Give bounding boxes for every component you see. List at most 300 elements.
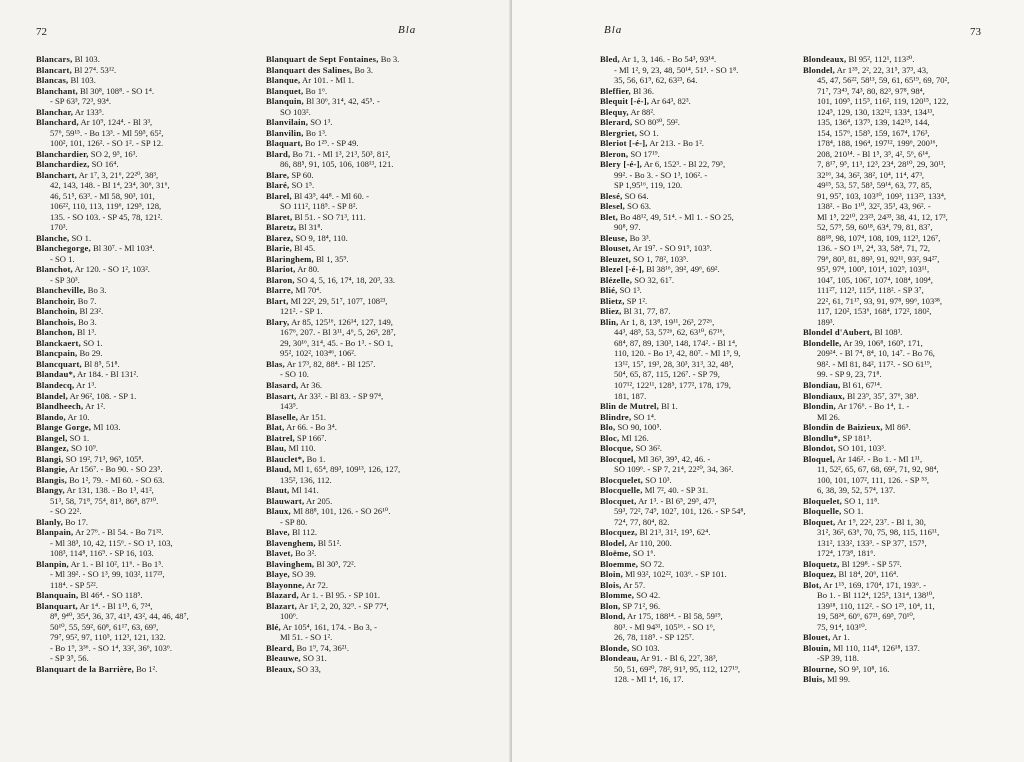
entry-references: Ml 99. xyxy=(824,674,851,685)
entry-references: Bo 17. xyxy=(62,516,89,527)
entry-references: Bo 1². xyxy=(133,663,158,674)
entry-continuation xyxy=(803,527,1024,538)
entry-continuation xyxy=(36,191,258,202)
entry-surname: Blaretz, xyxy=(266,222,297,233)
index-entry xyxy=(36,559,258,570)
entry-references: SP 181³. xyxy=(840,432,872,443)
entry-references: 31², 36², 63⁶, 70, 75, 98, 115, 116¹¹, xyxy=(817,527,940,538)
entry-references: Ar 1. xyxy=(830,632,850,643)
entry-surname: Blanquin, xyxy=(266,96,304,107)
entry-references: SO 10⁹. xyxy=(68,443,98,454)
entry-continuation xyxy=(803,275,1024,286)
index-entry xyxy=(600,569,822,580)
index-entry xyxy=(600,285,822,296)
entry-surname: Bloemme, xyxy=(600,558,639,569)
entry-surname: Blaré, xyxy=(266,180,290,191)
entry-references: SO 64. xyxy=(622,190,649,201)
entry-references: 45, 47, 56²², 58¹³, 59, 61, 65¹⁹, 69, 70², xyxy=(817,75,950,86)
entry-references: Bl 103. xyxy=(68,75,96,86)
index-entry xyxy=(600,128,822,139)
entry-surname: Blaquart, xyxy=(266,138,303,149)
entry-continuation xyxy=(36,643,258,654)
index-entry xyxy=(600,527,822,538)
entry-surname: Blat, xyxy=(266,422,285,433)
entry-surname: Blondlu*, xyxy=(803,432,841,443)
index-entry xyxy=(600,401,822,412)
entry-surname: Bleffier, xyxy=(600,85,631,96)
entry-surname: Bliez, xyxy=(600,306,622,317)
entry-references: Bo 3³. xyxy=(627,232,651,243)
entry-references: 98². - Ml 81, 84², 117². - SO 61¹⁹, xyxy=(817,358,932,369)
entry-references: Ar 1². xyxy=(83,401,106,412)
index-entry xyxy=(36,264,258,275)
index-entry xyxy=(36,317,258,328)
entry-surname: Blon, xyxy=(600,600,621,611)
entry-continuation xyxy=(803,75,1024,86)
entry-surname: Blesé, xyxy=(600,190,623,201)
entry-references: Ar 33². - Bl 83. - SP 97⁴, xyxy=(296,390,384,401)
entry-references: 111²⁷, 112³, 115⁴, 118². - SP 3⁷, xyxy=(817,285,924,296)
index-entry xyxy=(803,454,1024,465)
entry-references: Bo 1³. xyxy=(303,127,327,138)
entry-surname: Blaud, xyxy=(266,464,292,475)
entry-continuation xyxy=(600,327,822,338)
entry-references: Bl 21³, 31², 19⁵, 62⁴. xyxy=(637,527,711,538)
entry-surname: Blayonne, xyxy=(266,579,305,590)
entry-references: Ar 1. - Bl 95. - SP 101. xyxy=(298,590,380,601)
index-entry xyxy=(36,149,258,160)
entry-references: SO 19², 71³, 96⁵, 105⁸. xyxy=(63,453,144,464)
index-entry xyxy=(36,170,258,181)
entry-surname: Blanquart des Salines, xyxy=(266,64,353,75)
entry-continuation xyxy=(600,664,822,675)
entry-references: 29, 30¹⁶, 31⁴, 45. - Bo 1³. - SO 1, xyxy=(280,337,394,348)
entry-surname: Blancas, xyxy=(36,75,69,86)
entry-references: Bl 95², 112¹, 113²⁰. xyxy=(846,54,915,64)
entry-surname: Blanchoin, xyxy=(36,306,78,317)
entry-references: Ar 213. - Bo 1². xyxy=(647,138,704,149)
index-entry xyxy=(600,254,822,265)
entry-references: SO 111², 118⁵. - SP 8². xyxy=(280,201,358,212)
entry-references: SO 1, 78², 103⁵. xyxy=(630,253,689,264)
index-entry xyxy=(266,653,488,664)
entry-continuation xyxy=(803,138,1024,149)
entry-references: SO 90, 100⁵. xyxy=(615,422,662,433)
index-entry xyxy=(600,538,822,549)
entry-references: Ml 110, 114⁸, 126¹⁸, 137. xyxy=(830,642,920,653)
entry-continuation xyxy=(36,138,258,149)
entry-surname: Blondelle, xyxy=(803,337,842,348)
entry-references: Bl 23⁹, 35⁷, 37⁶, 38⁵. xyxy=(844,390,919,401)
index-entry xyxy=(803,496,1024,507)
index-entry xyxy=(803,517,1024,528)
index-entry xyxy=(36,338,258,349)
entry-references: 79⁷, 95², 97, 110⁵, 112³, 121, 132. xyxy=(50,632,166,643)
entry-references: 135. - SO 103. - SP 45, 78, 121². xyxy=(50,211,163,222)
entry-references: Bl 1, 35⁹. xyxy=(313,253,349,264)
index-entry xyxy=(36,412,258,423)
index-entry xyxy=(803,559,1024,570)
entry-references: Ml 1⁵, 22¹⁰, 23²³, 24³³, 38, 41, 12, 17³, xyxy=(817,211,948,222)
index-entry xyxy=(266,170,488,181)
entry-continuation xyxy=(803,590,1024,601)
entry-references: SO 63. xyxy=(625,201,652,212)
index-entry xyxy=(803,674,1024,685)
entry-continuation xyxy=(36,128,258,139)
entry-continuation xyxy=(600,622,822,633)
entry-references: Bl 30⁶, 31⁴, 42, 45⁵. - xyxy=(303,96,380,107)
entry-surname: Blanque, xyxy=(266,75,301,86)
entry-references: SO 103². xyxy=(280,106,311,117)
entry-references: Ml 110. xyxy=(286,443,316,454)
entry-references: SO 1³. xyxy=(308,117,333,128)
entry-surname: Blange Gorge, xyxy=(36,422,92,433)
index-entry xyxy=(266,96,488,107)
entry-references: Bl 112. xyxy=(289,527,318,538)
entry-references: SO 1⁶. xyxy=(630,548,656,559)
entry-surname: Blancars, xyxy=(36,54,73,64)
index-entry xyxy=(266,128,488,139)
entry-surname: Blauwart, xyxy=(266,495,305,506)
entry-references: Ml 70⁴. xyxy=(293,285,322,296)
entry-references: SO 80³⁰, 59². xyxy=(632,117,680,128)
entry-references: 91, 95⁷, 103, 103¹⁰, 109³, 113²³, 133⁴, xyxy=(817,190,946,201)
index-entry xyxy=(600,117,822,128)
entry-references: Bl 61, 67¹⁴. xyxy=(840,379,883,390)
entry-references: Bl 1. xyxy=(658,401,678,412)
entry-references: 100, 101, 107², 111, 126. - SP ⁵³, xyxy=(817,474,929,485)
entry-continuation xyxy=(803,159,1024,170)
entry-references: Ar 27⁶. - Bl 54. - Bo 71³². xyxy=(73,527,164,538)
index-entry xyxy=(600,212,822,223)
entry-references: Ar 1, 3, 146. - Bo 54³, 93¹⁴. xyxy=(619,54,717,64)
entry-references: 86, 88⁵, 91, 105, 106, 108¹³, 121. xyxy=(280,159,394,170)
entry-references: Bo 3². xyxy=(292,548,317,559)
entry-surname: Blezel [-é-], xyxy=(600,264,645,275)
entry-references: 124⁵, 129, 130, 132¹², 133⁴, 134¹³, xyxy=(817,106,935,117)
index-entry xyxy=(266,485,488,496)
entry-surname: Blaret, xyxy=(266,211,293,222)
entry-surname: Blondel, xyxy=(803,64,835,75)
index-entry xyxy=(36,464,258,475)
entry-continuation xyxy=(266,611,488,622)
entry-surname: Blocquet, xyxy=(600,495,637,506)
entry-surname: Blauclet*, xyxy=(266,453,305,464)
entry-references: SO 1⁴. xyxy=(631,411,657,422)
entry-surname: Blandel, xyxy=(36,390,68,401)
entry-continuation xyxy=(600,674,822,685)
entry-surname: Blocquez, xyxy=(600,527,638,538)
entry-references: Bl 30⁷. - Ml 103⁴. xyxy=(90,243,155,254)
entry-surname: Blomme, xyxy=(600,590,635,601)
entry-references: 7, 8¹⁷, 9⁵, 11³, 12³, 23⁴, 28¹⁰, 29, 30¹³, xyxy=(817,159,946,170)
entry-references: Bo 3. xyxy=(75,316,97,327)
entry-references: Ar 105⁴, 161, 174. - Bo 3, - xyxy=(280,621,377,632)
index-entry xyxy=(600,611,822,622)
entry-references: 50¹⁰, 55, 59², 60⁸, 61¹⁷, 63, 69⁹, xyxy=(50,621,159,632)
index-entry xyxy=(600,54,822,65)
entry-references: - Bo 1⁹, 3³⁶. - SO 1⁴, 33², 36⁶, 103⁶. xyxy=(50,642,173,653)
index-entry xyxy=(36,359,258,370)
entry-surname: Blanchardiez, xyxy=(36,159,90,170)
index-entry xyxy=(600,580,822,591)
entry-continuation xyxy=(266,475,488,486)
entry-references: Ar 146². - Bo 1. - Ml 1¹¹, xyxy=(834,453,923,464)
index-entry xyxy=(803,443,1024,454)
entry-surname: Bleuse, xyxy=(600,232,628,243)
entry-references: 100², 101, 126². - SO 1². - SP 12. xyxy=(50,138,164,149)
index-entry xyxy=(803,54,1024,65)
entry-surname: Blangez, xyxy=(36,443,69,454)
entry-continuation xyxy=(600,369,822,380)
entry-references: 121². - SP 1. xyxy=(280,306,323,317)
index-entry xyxy=(600,138,822,149)
entry-surname: Blézelle, xyxy=(600,274,633,285)
entry-references: Bo 29. xyxy=(77,348,103,359)
index-entry xyxy=(266,412,488,423)
entry-surname: Blanquain, xyxy=(36,590,79,601)
entry-continuation xyxy=(600,65,822,76)
entry-references: SO 31. xyxy=(300,653,327,664)
entry-references: SO 4, 5, 16, 17⁴, 18, 20³, 33. xyxy=(294,274,396,285)
entry-surname: Blaut, xyxy=(266,485,290,496)
index-entry xyxy=(266,664,488,675)
index-entry xyxy=(600,191,822,202)
index-entry xyxy=(36,369,258,380)
entry-surname: Blary, xyxy=(266,316,290,327)
entry-surname: Blanckaert, xyxy=(36,337,81,348)
entry-references: 104⁷, 105, 106⁷, 107⁴, 108⁴, 109⁴, xyxy=(817,274,933,285)
entry-continuation xyxy=(803,317,1024,328)
entry-surname: Blondin, xyxy=(803,401,836,412)
index-entry xyxy=(600,296,822,307)
entry-references: 49¹⁵, 53, 57, 58³, 59¹⁴, 63, 77, 85, xyxy=(817,180,932,191)
index-entry xyxy=(36,306,258,317)
entry-continuation xyxy=(803,212,1024,223)
entry-surname: Blanpain, xyxy=(36,527,74,538)
entry-references: SO 1. xyxy=(67,432,90,443)
index-entry xyxy=(600,86,822,97)
entry-continuation xyxy=(36,96,258,107)
entry-references: 52, 57⁹, 59, 60¹⁸, 63⁴, 79, 81, 83⁷, xyxy=(817,222,933,233)
entry-continuation xyxy=(803,348,1024,359)
entry-continuation xyxy=(803,601,1024,612)
entry-surname: Blaye, xyxy=(266,569,290,580)
entry-surname: Blondin de Baizieux, xyxy=(803,422,883,433)
entry-surname: Bleron, xyxy=(600,148,629,159)
entry-continuation xyxy=(600,506,822,517)
entry-references: Ar 39, 106⁸, 160⁹, 171, xyxy=(841,337,923,348)
entry-continuation xyxy=(803,475,1024,486)
entry-continuation xyxy=(266,348,488,359)
entry-references: 170³. xyxy=(50,222,68,233)
entry-surname: Blietz, xyxy=(600,295,625,306)
entry-references: Ml 51. - SO 1². xyxy=(280,632,333,643)
entry-references: Bl 1³. xyxy=(74,327,97,338)
entry-references: 99. - SP 9, 23, 71⁸. xyxy=(817,369,882,380)
entry-continuation xyxy=(600,359,822,370)
entry-references: Bl 36. xyxy=(630,85,655,96)
index-entry xyxy=(600,601,822,612)
index-entry xyxy=(266,296,488,307)
entry-surname: Blanly, xyxy=(36,516,63,527)
entry-references: 208, 210¹⁴. - Bl 1⁵, 3⁵, 4², 5⁶, 6¹⁴, xyxy=(817,148,931,159)
entry-surname: Blancquart, xyxy=(36,358,82,369)
entry-continuation xyxy=(36,222,258,233)
entry-continuation xyxy=(803,369,1024,380)
entry-references: Ar 17³, 82, 88⁴. - Bl 125⁷. xyxy=(284,358,376,369)
index-entry xyxy=(803,433,1024,444)
entry-references: SO 1. xyxy=(637,127,659,138)
entry-references: Bl 51². xyxy=(315,537,342,548)
entry-references: SP 166⁷. xyxy=(294,432,327,443)
entry-surname: Blangel, xyxy=(36,432,68,443)
index-entry xyxy=(36,485,258,496)
entry-references: Ar 131, 138. - Bo 1³, 41², xyxy=(64,485,154,496)
entry-continuation xyxy=(36,622,258,633)
entry-references: Ar 120. - SO 1², 103². xyxy=(72,264,150,275)
entry-continuation xyxy=(803,254,1024,265)
index-entry xyxy=(266,212,488,223)
entry-references: 178⁴, 188, 196⁴, 197¹², 199⁶, 200¹⁶, xyxy=(817,138,938,149)
entry-references: Ar 1³⁵, 2², 22, 31⁵, 37³, 43, xyxy=(834,64,929,75)
entry-references: Bl 45. xyxy=(291,243,316,254)
entry-references: 50⁴, 65, 87, 115, 126⁷. - SP 79, xyxy=(614,369,720,380)
entry-surname: Blasart, xyxy=(266,390,297,401)
entry-continuation xyxy=(266,159,488,170)
entry-continuation xyxy=(803,222,1024,233)
index-entry xyxy=(600,559,822,570)
entry-surname: Blouset, xyxy=(600,243,631,254)
entry-references: 72⁴, 77, 80⁴, 82. xyxy=(614,516,670,527)
index-entry xyxy=(266,454,488,465)
entry-continuation xyxy=(266,338,488,349)
entry-references: 117, 120², 153⁶, 168⁴, 172², 180², xyxy=(817,306,932,317)
entry-surname: Bloquez, xyxy=(803,569,837,580)
entry-surname: Blarez, xyxy=(266,232,294,243)
index-entry xyxy=(600,443,822,454)
entry-references: SO 36². xyxy=(633,443,662,454)
index-entry xyxy=(266,527,488,538)
entry-references: SO 9³, 10⁸, 16. xyxy=(836,663,890,674)
entry-references: 172⁴, 173⁸, 181⁶. xyxy=(817,548,876,559)
entry-references: Bo 3. xyxy=(352,64,374,75)
entry-references: Ar 1⁹, 22², 23⁷. - Bl 1, 30, xyxy=(835,516,926,527)
entry-surname: Blois, xyxy=(600,579,622,590)
entry-surname: Bloëme, xyxy=(600,548,631,559)
index-entry xyxy=(266,222,488,233)
index-entry xyxy=(803,65,1024,76)
entry-references: Bl 103. xyxy=(72,54,100,64)
entry-references: Ar 151. xyxy=(298,411,327,422)
index-entry xyxy=(600,475,822,486)
index-entry xyxy=(266,243,488,254)
index-column xyxy=(266,54,488,674)
entry-references: SO 1. xyxy=(69,232,92,243)
entry-references: Ml 88⁸, 101, 126. - SO 26¹⁰. xyxy=(290,506,391,517)
entry-references: 22², 61, 71¹⁷, 93, 91, 97⁸, 99⁶, 103³⁸, xyxy=(817,295,942,306)
entry-references: Bl 30⁵, 72². xyxy=(314,558,356,569)
index-entry xyxy=(36,86,258,97)
entry-surname: Blouet, xyxy=(803,632,831,643)
entry-references: 79⁶, 80³, 81, 89³, 91, 92¹¹, 93², 94²⁷, xyxy=(817,253,940,264)
entry-references: Ml 93², 102²², 103⁶. - SP 101. xyxy=(622,569,727,580)
entry-references: Ar 36. xyxy=(298,379,323,390)
entry-surname: Blanchart, xyxy=(36,169,77,180)
entry-references: Ml 86⁵. xyxy=(882,422,911,433)
index-entry xyxy=(266,464,488,475)
index-entry xyxy=(266,443,488,454)
entry-references: -SP 39, 118. xyxy=(817,653,859,664)
entry-references: 167⁶, 207. - Bl 3¹¹, 4⁶, 5, 26³, 28⁷, xyxy=(280,327,396,338)
entry-continuation xyxy=(600,517,822,528)
entry-surname: Blanchoir, xyxy=(36,295,76,306)
entry-references: SP 71², 96. xyxy=(620,600,661,611)
index-entry xyxy=(266,580,488,591)
entry-surname: Blondeaux, xyxy=(803,54,847,64)
entry-continuation xyxy=(36,275,258,286)
entry-continuation xyxy=(600,180,822,191)
index-column xyxy=(36,54,258,674)
entry-references: Bl 51. - SO 71³, 111. xyxy=(292,211,366,222)
entry-surname: Blandheech, xyxy=(36,401,84,412)
entry-surname: Blard, xyxy=(266,148,291,159)
index-entry xyxy=(36,65,258,76)
entry-references: Ar 1², 2, 20, 32⁹. - SP 77⁴, xyxy=(296,600,389,611)
entry-references: 71⁷, 73⁴³, 74³, 80, 82³, 97⁸, 98⁴, xyxy=(817,85,925,96)
entry-references: - SP 63³, 72³, 93⁴. xyxy=(50,96,112,107)
entry-continuation xyxy=(600,348,822,359)
entry-references: 101, 109⁵, 115⁵, 116², 119, 120¹⁵, 122, xyxy=(817,96,949,107)
entry-continuation xyxy=(600,632,822,643)
entry-references: Ar 80. xyxy=(295,264,320,275)
entry-references: Ar 64³, 82³. xyxy=(649,96,691,107)
entry-surname: Blanpin, xyxy=(36,558,69,569)
index-entry xyxy=(600,653,822,664)
entry-continuation xyxy=(36,548,258,559)
entry-references: Bl 8⁵, 51⁸. xyxy=(81,358,120,369)
index-entry xyxy=(36,296,258,307)
index-entry xyxy=(600,548,822,559)
index-entry xyxy=(803,632,1024,643)
page-number: 72 xyxy=(36,26,47,38)
index-entry xyxy=(36,433,258,444)
index-entry xyxy=(600,96,822,107)
entry-surname: Blocque, xyxy=(600,443,634,454)
entry-references: 88¹⁸, 98, 107⁴, 108, 109, 112³, 126⁷, xyxy=(817,232,941,243)
entry-references: Bl 129⁸. - SP 57². xyxy=(839,558,902,569)
index-entry xyxy=(803,391,1024,402)
entry-references: SO 17¹⁹. xyxy=(628,148,660,159)
entry-references: Ar 19⁷. - SO 91⁹, 103⁹. xyxy=(630,243,712,254)
entry-surname: Blergriet, xyxy=(600,127,638,138)
entry-surname: Bleaux, xyxy=(266,663,295,674)
entry-surname: Blindre, xyxy=(600,411,632,422)
entry-references: 8⁸, 9⁴⁰, 35⁴, 36, 37, 41³, 43², 44, 46, 48⁷, xyxy=(50,611,189,622)
entry-continuation xyxy=(36,506,258,517)
entry-surname: Blaux, xyxy=(266,506,291,517)
index-entry xyxy=(803,664,1024,675)
entry-surname: Blin, xyxy=(600,316,619,327)
index-entry xyxy=(266,149,488,160)
index-entry xyxy=(600,317,822,328)
entry-references: Bo 1²⁵. - SP 49. xyxy=(302,138,359,149)
index-entry xyxy=(600,433,822,444)
entry-references: 135, 136⁴, 137⁵, 139, 142¹⁵, 144, xyxy=(817,117,930,128)
index-entry xyxy=(600,454,822,465)
entry-references: 51³, 58, 71⁸, 75⁴, 81³, 86⁸, 87¹⁰. xyxy=(50,495,159,506)
index-entry xyxy=(266,422,488,433)
